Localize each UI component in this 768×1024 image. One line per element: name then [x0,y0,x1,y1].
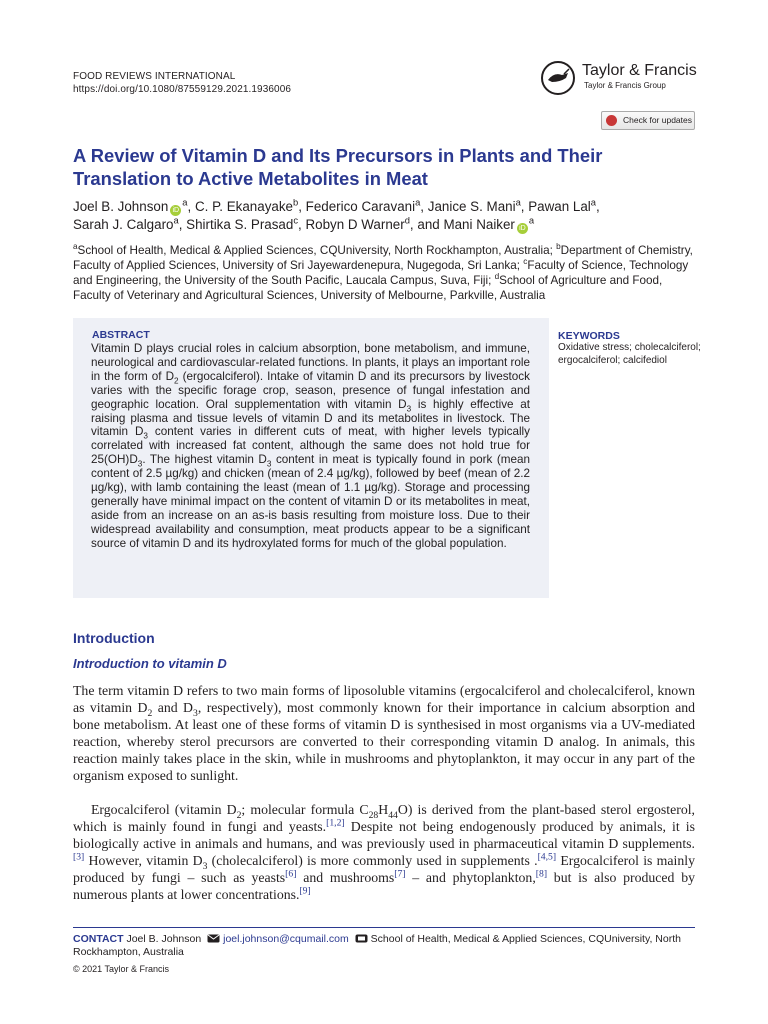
keywords-list: Oxidative stress; cholecalciferol; ergocalciferol; calcifediol [558,342,701,366]
publisher-name: Taylor & Francis [582,62,697,79]
affiliation-marker: a [515,197,521,208]
doi-link[interactable]: https://doi.org/10.1080/87559129.2021.1936006 [73,84,292,95]
author-name[interactable]: Sarah J. Calgaro [73,217,174,232]
text-segment: O) is derived from the plant-based sterol ergosterol, which is mainly found in fungi and yeasts. [73,802,696,834]
subscript: 44 [388,809,398,821]
orcid-icon[interactable]: iD [170,205,181,216]
check-updates-label: Check for updates [623,115,692,125]
affiliation-marker: a [415,197,421,208]
affiliation-marker: c [523,257,528,267]
text-segment: ; molecular formula C [241,802,369,817]
subscript: 3 [193,707,198,719]
article-title: A Review of Vitamin D and Its Precursors in Plants and Their Translation to Active Metabolites in Meat [73,145,603,189]
affiliation-marker: a [590,197,597,208]
affiliation-marker: d [404,215,410,226]
author-name[interactable]: C. P. Ekanayake [194,199,293,214]
footer-divider [73,927,695,928]
subscript: 2 [147,707,153,719]
affiliation-marker: b [292,197,299,208]
author-line: Joel B. Johnson $iD^a$, C. P. Ekanayake$^b$, Federico Caravani$^a$, Janice S. Mani$^a$, Pawan Lal$^a$, [73,197,600,214]
citation-link[interactable]: [6] [285,868,297,880]
journal-name: FOOD REVIEWS INTERNATIONAL [73,71,236,82]
citation-link[interactable]: [7] [394,868,406,880]
text-segment: H [378,802,389,817]
affiliation-marker: a [528,215,535,226]
publisher-group: Taylor & Francis Group [584,81,666,90]
abstract-box [73,318,549,598]
body-paragraph [73,801,695,903]
citation-link[interactable]: [9] [299,885,311,897]
author-name[interactable]: Janice S. Mani [427,199,516,214]
section-heading: Introduction [73,630,155,646]
orcid-icon[interactable]: iD [517,223,528,234]
subscript: 3 [143,431,148,441]
affiliation-marker: a [182,197,188,208]
subscript: 2 [174,376,179,386]
contact-label: CONTACT [73,933,124,945]
bookmark-icon [606,115,617,126]
text-segment: The term vitamin D refers to two main forms of liposoluble vitamins (ergocalciferol and cholecalciferol, known as vitamin D [73,683,695,715]
abstract-text [91,342,530,551]
affiliation-b: Department of Chemistry, Faculty of Applied Sciences, University of Sri Jayewardenepura, Nugegoda, Sri Lanka; [73,244,693,272]
check-updates-button[interactable] [601,111,695,130]
address-icon [355,934,368,943]
subsection-heading: Introduction to vitamin D [73,656,227,671]
subscript: 28 [368,809,379,821]
abstract-segment: content in meat is typically found in pork (mean content of 2.5 µg/kg) and chicken (mean of 2.4 µg/kg), followed by beef (mean of 2.2 µg/kg), with lamb containing the least (mean of 1.1 µg/kg). Storage and processing generally have minimal impact on the content of vitamin D or its metabolites in meat, aside from an increase on an as-is basis resulting from moisture loss. Due to their widespread availability and consumption, meat products appear to be a significant source of vitamin D and its hydroxylated forms for much of the global population. [91,453,531,550]
abstract-segment: . The highest vitamin D [142,453,267,467]
citation-link[interactable]: [1,2] [326,817,345,829]
abstract-heading: ABSTRACT [92,329,150,341]
citation-link[interactable]: [4,5] [537,851,557,863]
subscript: 3 [266,459,272,469]
text-segment: and D [152,700,194,715]
citation-link[interactable]: [3] [73,851,85,863]
author-line: Sarah J. Calgaro$^a$, Shirtika S. Prasad$^c$, Robyn D Warner$^d$, and Mani Naiker $iD^a$ [73,215,535,232]
publisher-logo[interactable] [540,60,700,96]
text-segment: – and phytoplankton, [405,870,536,885]
subscript: 3 [406,403,412,413]
affiliation-marker: d [494,272,500,282]
affiliation-marker: a [73,242,78,252]
keywords-heading: KEYWORDS [558,330,620,342]
abstract-segment: content varies in different cuts of meat, with higher levels typically correlated with increased fat content, although the same does not hold true for 25(OH)D [91,425,530,467]
lamp-icon [540,60,578,96]
text-segment: However, vitamin D [84,853,203,868]
author-name[interactable]: Pawan Lal [528,199,591,214]
text-segment: and mushrooms [296,870,395,885]
text-segment: Despite not being endogenously produced by animals, it is biologically active in animals and humans, and was previously used in pharmaceutical vitamin D supplements. [73,819,695,851]
citation-link[interactable]: [8] [535,868,548,880]
affiliation-a: School of Health, Medical & Applied Sciences, CQUniversity, North Rockhampton, Australia; [77,244,557,257]
text-segment: but is also produced by numerous plants at lower concentrations. [73,870,695,902]
body-paragraph [73,682,695,784]
affiliation-marker: c [293,215,299,226]
text-segment: , respectively), most commonly known for their importance in calcium absorption and bone metabolism. At least one of these forms of vitamin D is synthesised in most organisms via a UV-mediated reaction, whereby sterol precursors are converted to their corresponding vitamin D analog. In animals, this reaction mainly takes place in the skin, while in mushrooms and phytoplankton, it may occur in any part of the organism exposed to sunlight. [73,700,695,783]
author-name[interactable]: Mani Naiker [443,217,515,232]
affiliations [73,243,698,303]
abstract-segment: (ergocalciferol). Intake of vitamin D and its precursors by livestock varies with the specific forage crop, season, presence of fungal infestation and geographic location. Oral supplementation with vitamin D [91,369,530,411]
affiliation-c: Faculty of Science, Technology and Engineering, the University of the South Pacific, Laucala Campus, Suva, Fiji; [73,259,689,287]
author-list [73,198,713,234]
abstract-segment: is highly effective at raising plasma and tissue levels of vitamin D and its metabolites in livestock. The vitamin D [91,397,530,439]
abstract-segment: Vitamin D plays crucial roles in calcium absorption, bone metabolism, and immune, neurological and cardiovascular-related functions. In plants, it plays an important role in the form of D [91,342,530,383]
text-segment: Ergocalciferol is mainly produced by fungi – such as yeasts [73,853,695,885]
author-name[interactable]: Robyn D Warner [305,217,405,232]
author-name[interactable]: Shirtika S. Prasad [186,217,294,232]
email-icon [207,934,220,943]
text-segment: Ergocalciferol (vitamin D [91,802,237,817]
contact-address: School of Health, Medical & Applied Sciences, CQUniversity, North Rockhampton, Australia [73,933,681,958]
affiliation-d: School of Agriculture and Food, Faculty of Veterinary and Agricultural Sciences, University of Melbourne, Parkville, Australia [73,274,663,302]
contact-email[interactable]: joel.johnson@cqumail.com [223,933,349,945]
author-name[interactable]: Federico Caravani [305,199,416,214]
text-segment: (cholecalciferol) is more commonly used in supplements . [207,853,538,868]
contact-name: Joel B. Johnson [126,933,202,945]
contact-info [73,933,703,959]
subscript: 2 [236,809,242,821]
affiliation-marker: b [556,242,561,252]
copyright: © 2021 Taylor & Francis [73,964,170,974]
subscript: 3 [202,860,208,872]
affiliation-marker: a [173,215,179,226]
journal-header [73,70,291,96]
author-name[interactable]: Joel B. Johnson [73,199,169,214]
subscript: 3 [137,459,143,469]
